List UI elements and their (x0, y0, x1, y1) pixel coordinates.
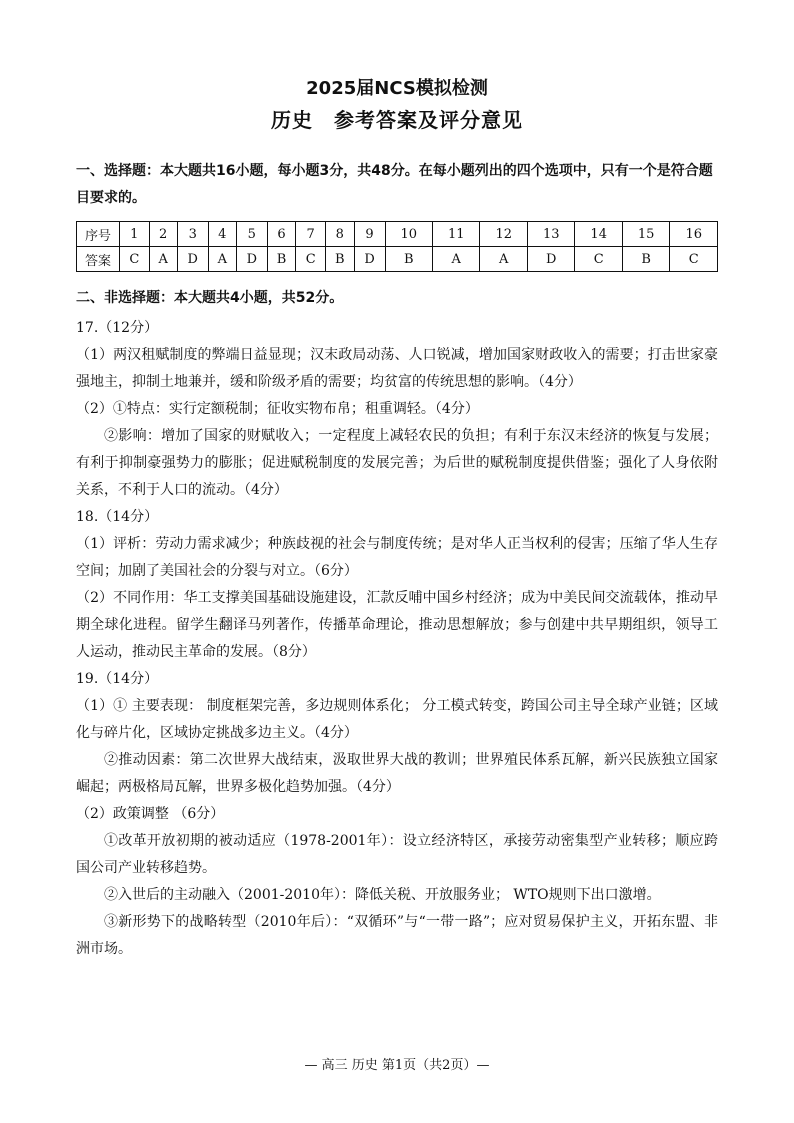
page-footer: — 高三 历史 第1页（共2页）— (304, 1058, 490, 1073)
question-number-cell: 4 (208, 222, 236, 247)
answer-paragraph: ②推动因素：第二次世界大战结束，汲取世界大战的教训；世界殖民体系瓦解，新兴民族独立国家崛起；两极格局瓦解，世界多极化趋势加强。（4分） (76, 752, 718, 795)
question-number-cell: 1 (120, 222, 150, 247)
question-number-cell: 7 (296, 222, 326, 247)
answer-cell: B (622, 247, 669, 272)
answer-row (77, 247, 718, 272)
question-number-cell: 3 (177, 222, 208, 247)
answer-cell: A (433, 247, 480, 272)
answer-cell: C (120, 247, 150, 272)
answer-paragraph: （1）评析：劳动力需求减少；种族歧视的社会与制度传统；是对华人正当权利的侵害；压缩了华人生存空间；加剧了美国社会的分裂与对立。（6分） (76, 536, 718, 579)
exam-subtitle: 历史 参考答案及评分意见 (271, 108, 523, 132)
question-number-cell: 6 (267, 222, 296, 247)
answer-cell: A (149, 247, 177, 272)
answer-paragraph: （1）① 主要表现： 制度框架完善，多边规则体系化； 分工模式转变，跨国公司主导全球产业链；区域化与碎片化，区域协定挑战多边主义。（4分） (76, 698, 718, 741)
answer-paragraph: 18.（14分） (76, 509, 159, 525)
answer-cell: D (527, 247, 574, 272)
question-number-cell: 16 (670, 222, 718, 247)
answer-paragraph: （1）两汉租赋制度的弊端日益显现；汉末政局动荡、人口锐减，增加国家财政收入的需要；打击世家豪强地主，抑制土地兼并，缓和阶级矛盾的需要；均贫富的传统思想的影响。（4分） (76, 347, 718, 390)
question-number-cell: 5 (236, 222, 267, 247)
question-number-cell: 15 (622, 222, 669, 247)
question-number-cell: 8 (325, 222, 354, 247)
answer-paragraph: （2）政策调整 （6分） (76, 806, 225, 822)
question-number-cell: 9 (354, 222, 385, 247)
row-label-answer: 答案 (77, 247, 120, 272)
answer-paragraph: ②影响：增加了国家的财赋收入；一定程度上减轻农民的负担；有利于东汉末经济的恢复与发展；有利于抑制豪强势力的膨胀；促进赋税制度的发展完善；为后世的赋税制度提供借鉴；强化了人身依附关系，不利于人口的流动。（4分） (76, 428, 718, 498)
question-number-cell: 11 (433, 222, 480, 247)
answer-paragraph: （2）不同作用：华工支撑美国基础设施建设，汇款反哺中国乡村经济；成为中美民间交流载体，推动早期全球化进程。留学生翻译马列著作，传播革命理论，推动思想解放；参与创建中共早期组织，领导工人运动，推动民主革命的发展。（8分） (76, 590, 718, 660)
answer-paragraph: ③新形势下的战略转型（2010年后）：“双循环”与“一带一路”；应对贸易保护主义，开拓东盟、非洲市场。 (76, 914, 718, 957)
question-number-cell: 2 (149, 222, 177, 247)
answer-paragraph: ②入世后的主动融入（2001-2010年）：降低关税、开放服务业； WTO规则下出口激增。 (104, 887, 661, 903)
answer-paragraph: 17.（12分） (76, 320, 159, 336)
answer-cell: A (480, 247, 527, 272)
exam-title: 2025届NCS模拟检测 (306, 78, 488, 99)
answer-cell: C (670, 247, 718, 272)
row-label-number: 序号 (77, 222, 120, 247)
answer-paragraph: 19.（14分） (76, 671, 159, 687)
question-number-cell: 12 (480, 222, 527, 247)
question-number-cell: 14 (575, 222, 622, 247)
section-1-heading: 一、选择题：本大题共16小题，每小题3分，共48分。在每小题列出的四个选项中，只有一个是符合题目要求的。 (76, 163, 713, 206)
answer-cell: D (236, 247, 267, 272)
answer-cell: A (208, 247, 236, 272)
answer-cell: C (575, 247, 622, 272)
question-number-cell: 10 (385, 222, 432, 247)
answer-paragraph: （2）①特点：实行定额税制；征收实物布帛；租重调轻。（4分） (76, 401, 479, 417)
question-number-cell: 13 (527, 222, 574, 247)
answer-body (76, 315, 718, 963)
answer-cell: D (177, 247, 208, 272)
section-2-heading: 二、非选择题：本大题共4小题，共52分。 (76, 290, 344, 306)
answer-table (76, 221, 718, 272)
answer-cell: B (385, 247, 432, 272)
answer-cell: C (296, 247, 326, 272)
answer-cell: B (267, 247, 296, 272)
answer-paragraph: ①改革开放初期的被动适应（1978-2001年）：设立经济特区，承接劳动密集型产业转移；顺应跨国公司产业转移趋势。 (76, 833, 718, 876)
answer-cell: B (325, 247, 354, 272)
answer-cell: D (354, 247, 385, 272)
question-number-row (77, 222, 718, 247)
